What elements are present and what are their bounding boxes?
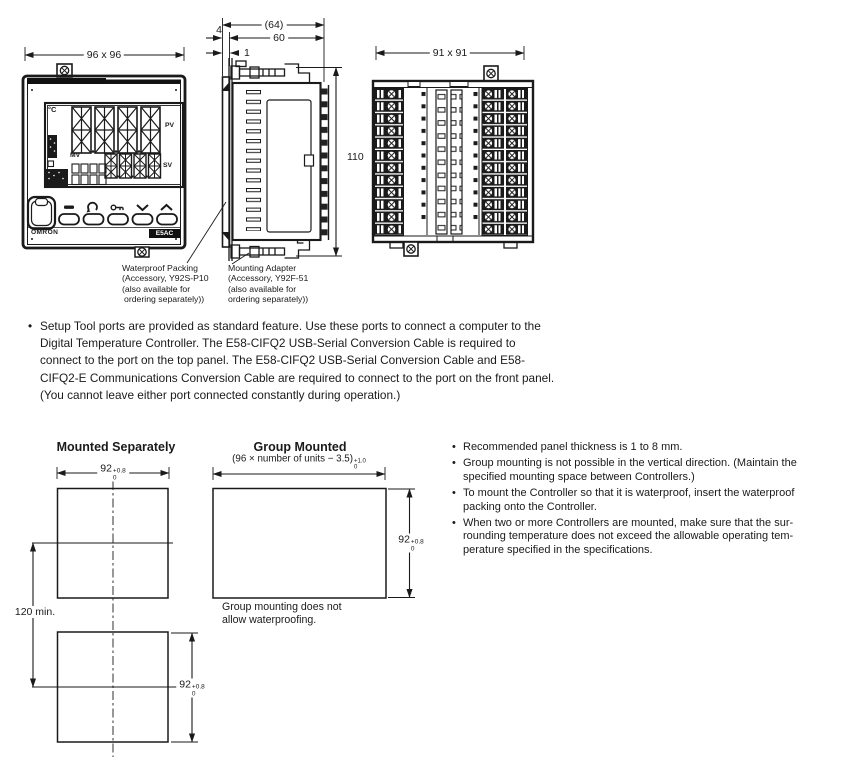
note-line: packing onto the Controller. (463, 500, 597, 513)
waterproof-packing-label (122, 263, 209, 304)
group-cutout-height-dimension: 92 +0.8 0 (395, 534, 427, 553)
side-depth-overall-dimension: (64) (262, 19, 287, 31)
setup-note-line: Setup Tool ports are provided as standard feature. Use these ports to connect a computer to the (40, 319, 541, 333)
list-item (452, 441, 852, 454)
sv-label: SV (163, 162, 173, 169)
mode-key-icon (88, 203, 97, 210)
temp-unit-indicator: °C (48, 105, 57, 114)
setup-note-line: Digital Temperature Controller. The E58-CIFQ2 USB-Serial Conversion Cable is required to (40, 336, 516, 351)
note-line: When two or more Controllers are mounted, make sure that the sur- (463, 517, 794, 530)
side-depth-body-dimension: 60 (270, 32, 288, 44)
mv-digit-segments (72, 164, 106, 185)
waterproof-packing-accessory: (Accessory, Y92S-P10 (122, 273, 209, 284)
list-item (452, 457, 852, 484)
group-mounted-title: Group Mounted (253, 440, 347, 454)
mounted-separately-title: Mounted Separately (56, 440, 176, 454)
bullet-icon: • (452, 517, 456, 530)
shift-key-icon (111, 205, 123, 210)
rear-width-dimension: 91 x 91 (430, 47, 470, 59)
side-panel-offset-dimension: 1 (244, 47, 250, 59)
note-line: perature specified in the specifications. (463, 543, 653, 556)
cutout-height-dimension: 92 +0.8 0 (176, 679, 208, 698)
group-mounted-diagram (213, 467, 415, 598)
setup-port-cover (28, 197, 55, 229)
up-key-icon (161, 205, 172, 210)
group-mounting-note-line1: Group mounting does not (222, 601, 342, 613)
note-line: Group mounting is not possible in the vertical direction. (Maintain the (463, 457, 797, 470)
setup-note-line: CIFQ2-E Communications Conversion Cable are required to connect to the port on the front panel. (40, 370, 555, 385)
pv-label: PV (165, 122, 175, 129)
brand-logo: OMRON (31, 229, 59, 236)
note-line: specified mounting space between Controllers.) (463, 470, 695, 483)
front-width-dimension: 96 x 96 (84, 49, 124, 61)
model-badge: E5AC (149, 229, 180, 239)
top-mounting-screw (231, 61, 310, 83)
pv-digit-segments (72, 107, 160, 153)
cutout-width-dimension: 92 +0.8 0 (97, 463, 129, 482)
status-indicator-blocks (46, 135, 68, 186)
side-view-drawing (206, 18, 342, 261)
mounting-adapter-availability: (also available for (228, 283, 297, 294)
waterproof-packing-name: Waterproof Packing (122, 263, 198, 273)
front-panel-buttons (59, 214, 177, 225)
setup-note-line: (You cannot leave either port connected constantly during operation.) (40, 387, 401, 402)
side-flange-dimension: 4 (216, 24, 222, 36)
waterproof-packing-availability: (also available for (122, 283, 191, 294)
down-key-icon (137, 205, 148, 210)
side-height-dimension: 110 (347, 151, 364, 163)
list-item (452, 517, 852, 557)
mv-label: MV (70, 152, 81, 159)
note-line: To mount the Controller so that it is waterproof, insert the waterproof (463, 487, 795, 500)
note-line: rounding temperature does not exceed the allowable operating tem- (463, 530, 794, 543)
rear-view-drawing (373, 46, 533, 256)
mounting-adapter-availability2: ordering separately)) (228, 293, 309, 304)
mounting-adapter-label (228, 263, 308, 304)
setup-note-paragraph (28, 318, 678, 404)
group-width-formula: (96 × number of units − 3.5) +1.0 0 (232, 453, 366, 471)
setup-note-line: connect to the port on the top panel. The E58-CIFQ2 USB-Serial Conversion Cable and E58- (40, 353, 526, 368)
bullet-icon: • (452, 487, 456, 500)
level-key-icon (64, 206, 74, 209)
bullet-icon: • (452, 441, 456, 453)
list-item (452, 487, 852, 514)
waterproof-packing-availability2: ordering separately)) (124, 293, 205, 304)
group-mounting-note (222, 601, 342, 626)
sv-digit-segments (105, 154, 161, 178)
mounting-notes-list (452, 441, 852, 560)
vertical-pitch-dimension: 120 min. (12, 606, 58, 618)
group-mounting-note-line2: allow waterproofing. (222, 613, 317, 626)
front-view-drawing (23, 47, 185, 257)
mode-key-arrowhead (87, 209, 91, 213)
note-line: Recommended panel thickness is 1 to 8 mm. (463, 441, 683, 453)
mounting-adapter-accessory: (Accessory, Y92F-51 (228, 273, 309, 284)
bullet-icon: • (28, 319, 33, 333)
bottom-mounting-screw (231, 240, 310, 258)
mounting-adapter-name: Mounting Adapter (228, 263, 297, 273)
bullet-icon: • (452, 457, 456, 470)
